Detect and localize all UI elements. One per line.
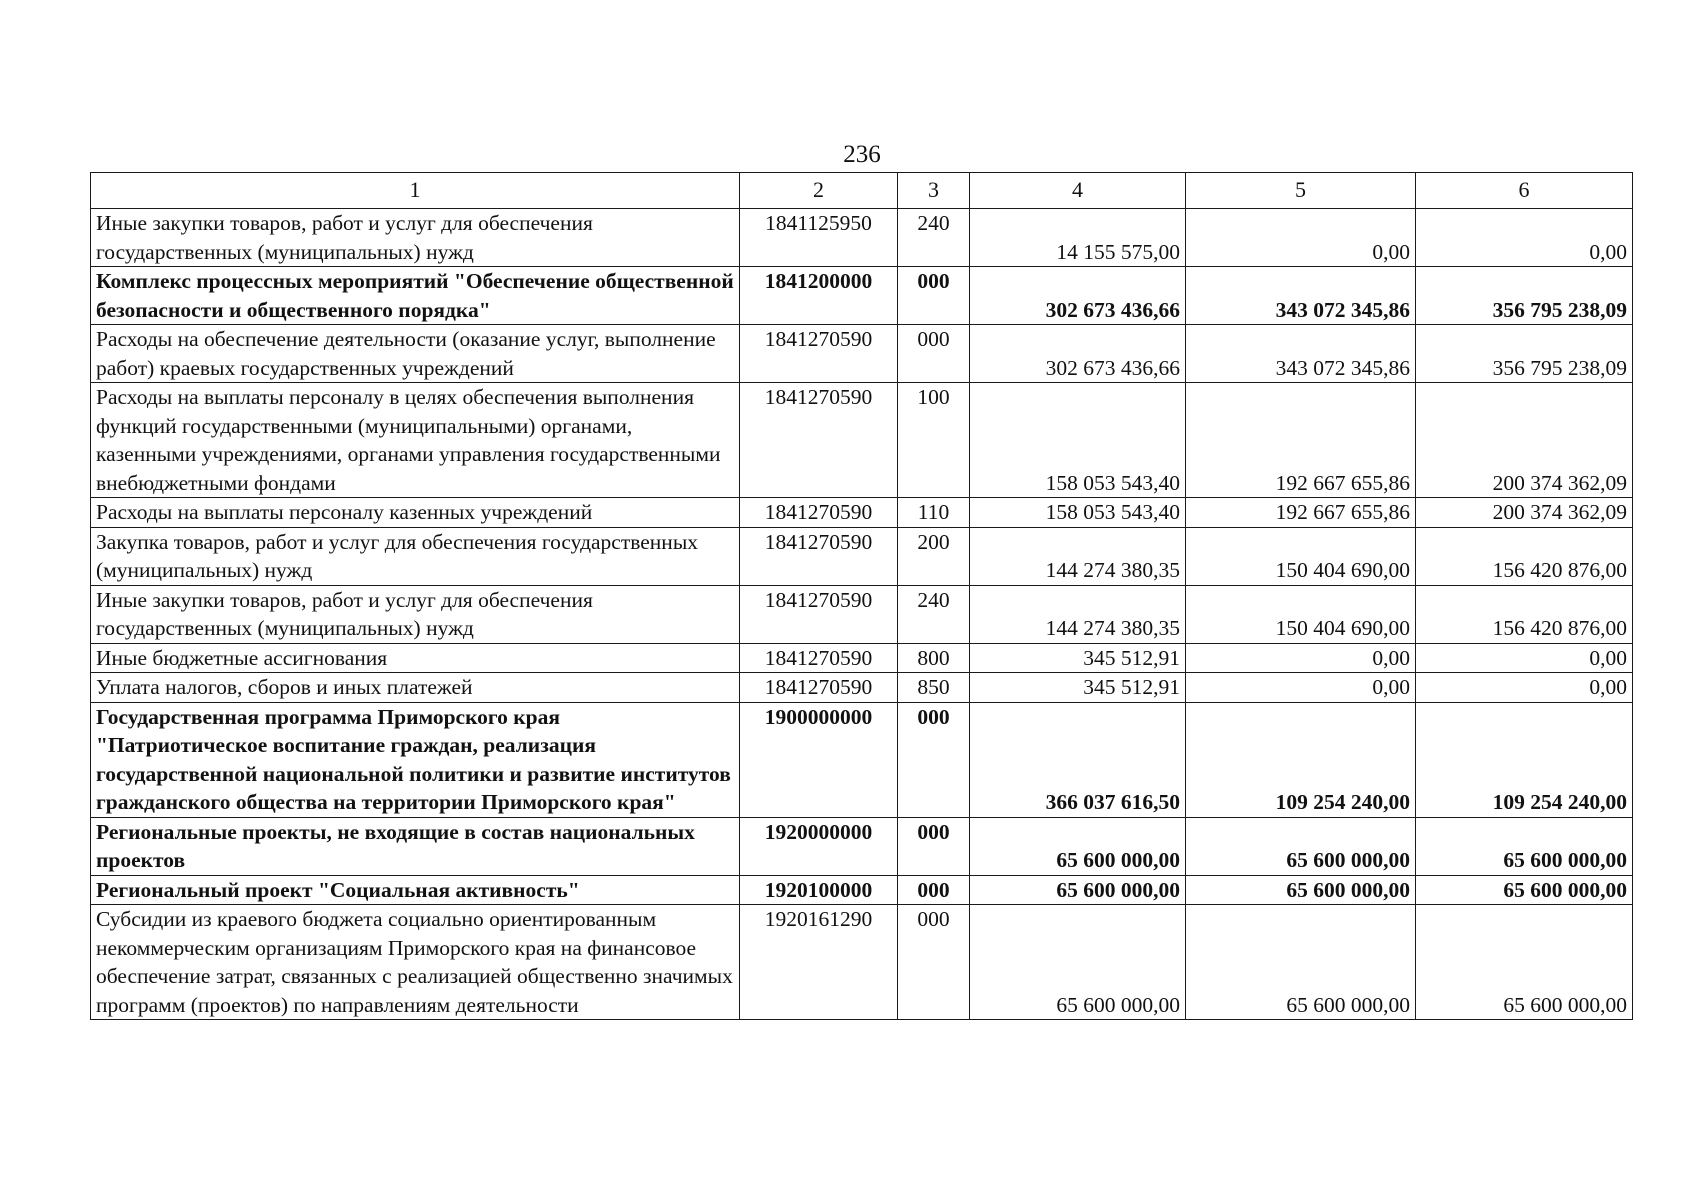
row-amount-6: 109 254 240,00 (1416, 702, 1633, 817)
row-amount-5: 65 600 000,00 (1186, 905, 1416, 1020)
column-header: 6 (1416, 173, 1633, 209)
row-name: Региональный проект "Социальная активность" (91, 875, 740, 905)
row-amount-4: 158 053 543,40 (970, 383, 1186, 498)
row-type: 000 (898, 702, 970, 817)
row-type: 240 (898, 585, 970, 643)
row-amount-6: 156 420 876,00 (1416, 585, 1633, 643)
table-row (91, 905, 1633, 1020)
row-type: 000 (898, 905, 970, 1020)
row-code: 1920100000 (740, 875, 898, 905)
row-type: 000 (898, 817, 970, 875)
row-code: 1841270590 (740, 498, 898, 528)
row-code: 1841270590 (740, 643, 898, 673)
row-name: Субсидии из краевого бюджета социально ориентированным некоммерческим организациям Приморского края на финансовое обеспечение затрат, связанных с реализацией общественно значимых программ (проектов) по направлениям деятельности (91, 905, 740, 1020)
column-header: 5 (1186, 173, 1416, 209)
row-type: 800 (898, 643, 970, 673)
row-amount-6: 65 600 000,00 (1416, 875, 1633, 905)
row-amount-4: 345 512,91 (970, 673, 1186, 703)
row-amount-6: 65 600 000,00 (1416, 817, 1633, 875)
row-code: 1841270590 (740, 527, 898, 585)
row-amount-5: 109 254 240,00 (1186, 702, 1416, 817)
row-name: Иные закупки товаров, работ и услуг для обеспечения государственных (муниципальных) нужд (91, 209, 740, 267)
row-amount-4: 302 673 436,66 (970, 267, 1186, 325)
column-header: 3 (898, 173, 970, 209)
table-row (91, 817, 1633, 875)
row-amount-4: 65 600 000,00 (970, 817, 1186, 875)
row-code: 1900000000 (740, 702, 898, 817)
row-type: 200 (898, 527, 970, 585)
row-amount-4: 158 053 543,40 (970, 498, 1186, 528)
row-type: 100 (898, 383, 970, 498)
row-type: 000 (898, 267, 970, 325)
row-amount-6: 65 600 000,00 (1416, 905, 1633, 1020)
table-row (91, 383, 1633, 498)
row-amount-5: 0,00 (1186, 643, 1416, 673)
table-row (91, 209, 1633, 267)
row-type: 850 (898, 673, 970, 703)
budget-table (90, 172, 1633, 1020)
row-amount-6: 200 374 362,09 (1416, 498, 1633, 528)
row-name: Государственная программа Приморского края "Патриотическое воспитание граждан, реализация государственной национальной политики и развитие институтов гражданского общества на территории Приморского края" (91, 702, 740, 817)
table-row (91, 585, 1633, 643)
row-amount-5: 0,00 (1186, 209, 1416, 267)
row-amount-4: 14 155 575,00 (970, 209, 1186, 267)
row-amount-6: 0,00 (1416, 209, 1633, 267)
row-amount-6: 356 795 238,09 (1416, 267, 1633, 325)
row-amount-4: 302 673 436,66 (970, 325, 1186, 383)
row-amount-6: 156 420 876,00 (1416, 527, 1633, 585)
table-row (91, 702, 1633, 817)
row-amount-5: 192 667 655,86 (1186, 498, 1416, 528)
page-number: 236 (843, 141, 881, 168)
column-header: 1 (91, 173, 740, 209)
row-amount-6: 0,00 (1416, 673, 1633, 703)
row-amount-5: 0,00 (1186, 673, 1416, 703)
row-amount-5: 150 404 690,00 (1186, 527, 1416, 585)
row-name: Расходы на выплаты персоналу казенных учреждений (91, 498, 740, 528)
row-amount-4: 144 274 380,35 (970, 527, 1186, 585)
row-code: 1920000000 (740, 817, 898, 875)
row-code: 1841270590 (740, 383, 898, 498)
table-row (91, 498, 1633, 528)
table-header-row (91, 173, 1633, 209)
table-row (91, 643, 1633, 673)
row-type: 000 (898, 325, 970, 383)
row-name: Расходы на обеспечение деятельности (оказание услуг, выполнение работ) краевых государственных учреждений (91, 325, 740, 383)
row-code: 1920161290 (740, 905, 898, 1020)
row-code: 1841270590 (740, 585, 898, 643)
row-type: 110 (898, 498, 970, 528)
column-header: 4 (970, 173, 1186, 209)
row-code: 1841200000 (740, 267, 898, 325)
row-amount-4: 65 600 000,00 (970, 875, 1186, 905)
row-name: Расходы на выплаты персоналу в целях обеспечения выполнения функций государственными (муниципальными) органами, казенными учреждениями, органами управления государственными внебюджетными фондами (91, 383, 740, 498)
row-name: Региональные проекты, не входящие в состав национальных проектов (91, 817, 740, 875)
column-header: 2 (740, 173, 898, 209)
row-name: Уплата налогов, сборов и иных платежей (91, 673, 740, 703)
row-code: 1841270590 (740, 673, 898, 703)
row-amount-4: 65 600 000,00 (970, 905, 1186, 1020)
row-amount-5: 65 600 000,00 (1186, 817, 1416, 875)
row-name: Закупка товаров, работ и услуг для обеспечения государственных (муниципальных) нужд (91, 527, 740, 585)
table-row (91, 673, 1633, 703)
row-amount-6: 356 795 238,09 (1416, 325, 1633, 383)
table-row (91, 875, 1633, 905)
row-amount-5: 192 667 655,86 (1186, 383, 1416, 498)
table-row (91, 267, 1633, 325)
row-name: Иные бюджетные ассигнования (91, 643, 740, 673)
row-name: Иные закупки товаров, работ и услуг для обеспечения государственных (муниципальных) нужд (91, 585, 740, 643)
row-type: 000 (898, 875, 970, 905)
row-amount-4: 345 512,91 (970, 643, 1186, 673)
row-code: 1841125950 (740, 209, 898, 267)
row-type: 240 (898, 209, 970, 267)
table-row (91, 325, 1633, 383)
row-amount-6: 200 374 362,09 (1416, 383, 1633, 498)
row-amount-5: 343 072 345,86 (1186, 325, 1416, 383)
row-amount-4: 366 037 616,50 (970, 702, 1186, 817)
row-amount-4: 144 274 380,35 (970, 585, 1186, 643)
row-name: Комплекс процессных мероприятий "Обеспечение общественной безопасности и общественного порядка" (91, 267, 740, 325)
row-code: 1841270590 (740, 325, 898, 383)
row-amount-5: 65 600 000,00 (1186, 875, 1416, 905)
row-amount-6: 0,00 (1416, 643, 1633, 673)
row-amount-5: 150 404 690,00 (1186, 585, 1416, 643)
row-amount-5: 343 072 345,86 (1186, 267, 1416, 325)
table-row (91, 527, 1633, 585)
